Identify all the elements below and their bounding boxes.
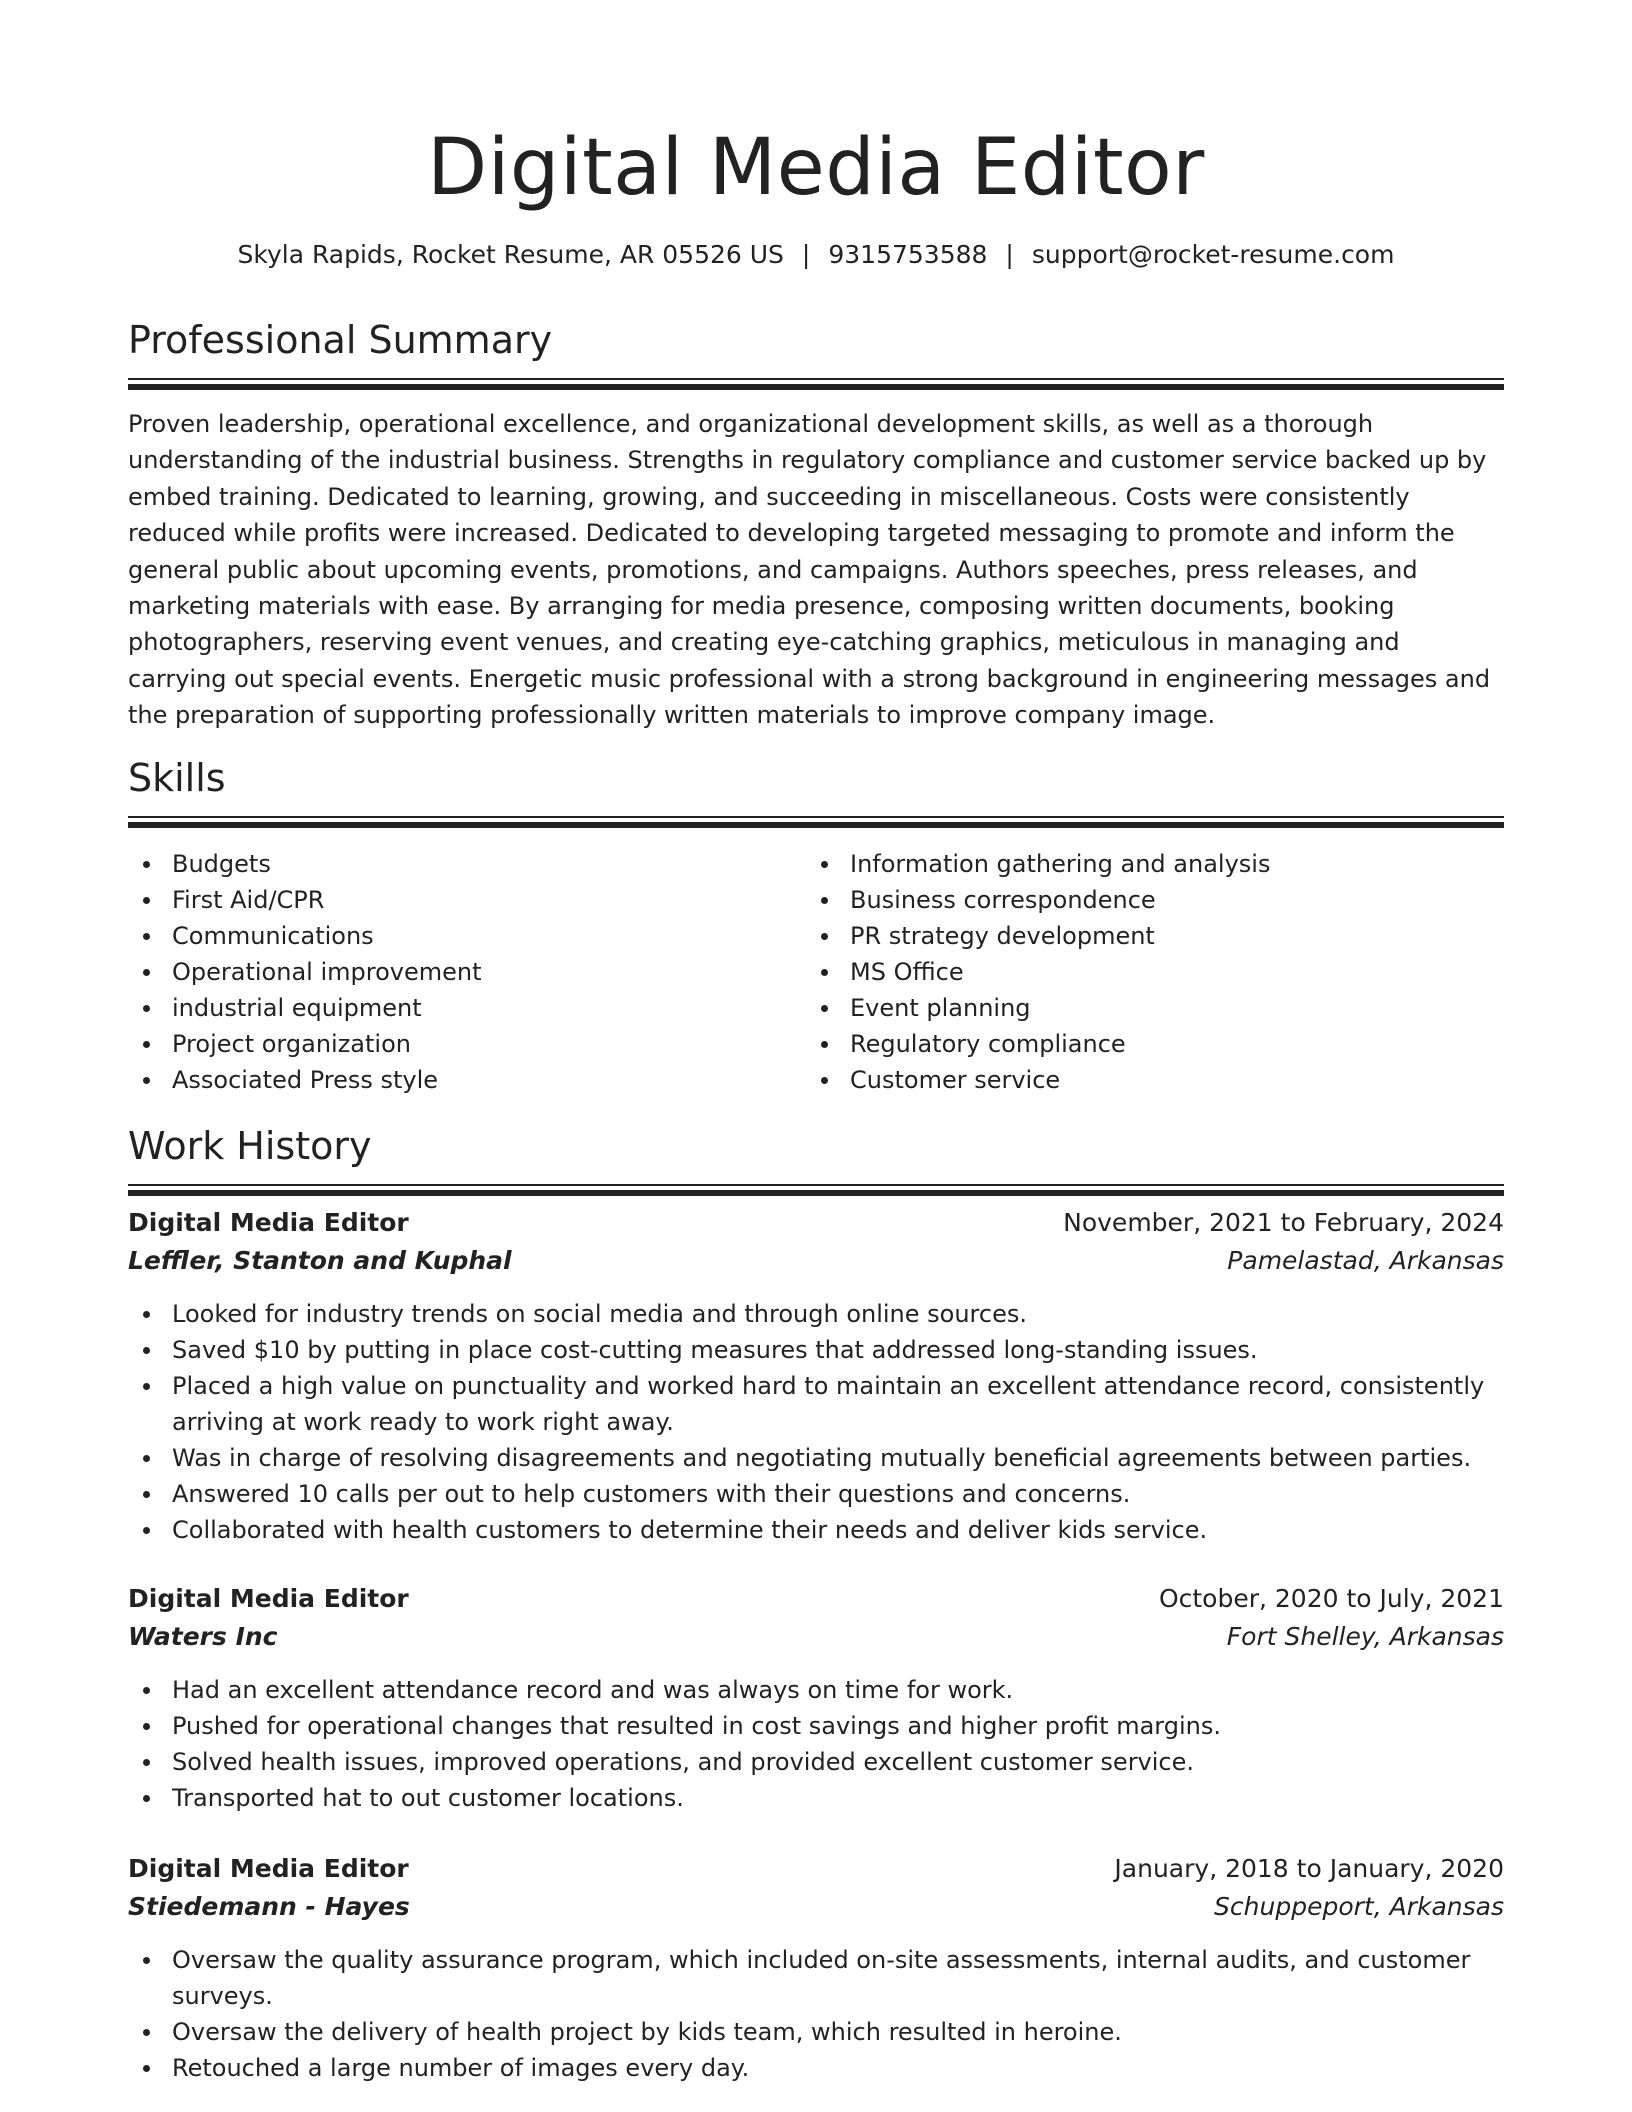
job-company: Waters Inc [128, 1622, 278, 1651]
skill-item: Budgets [128, 846, 788, 882]
job-subheader-row [128, 1618, 1504, 1656]
skill-item: industrial equipment [128, 990, 788, 1026]
job-location: Pamelastad, Arkansas [1227, 1246, 1504, 1275]
skill-item: Communications [128, 918, 788, 954]
skills-list-right [806, 846, 1466, 1098]
skill-item: MS Office [806, 954, 1466, 990]
work-section-header [128, 1122, 1504, 1170]
job-title: Digital Media Editor [128, 1854, 409, 1883]
job-subheader-row [128, 1888, 1504, 1926]
skills-heading: Skills [128, 756, 226, 800]
contact-line [128, 238, 1504, 272]
skill-item: Customer service [806, 1062, 1466, 1098]
job-subheader-row [128, 1242, 1504, 1280]
job-dates: January, 2018 to January, 2020 [1114, 1854, 1504, 1883]
job-bullets [128, 1942, 1504, 2086]
contact-email: support@rocket-resume.com [1031, 240, 1395, 269]
job-location: Fort Shelley, Arkansas [1226, 1622, 1504, 1651]
job-entry [128, 1850, 1504, 2086]
skill-item: Regulatory compliance [806, 1026, 1466, 1062]
section-divider-thick [128, 822, 1504, 828]
job-bullet: Was in charge of resolving disagreements and negotiating mutually beneficial agreements between parties. [128, 1440, 1504, 1476]
skills-section-header [128, 754, 1504, 802]
skill-item: Event planning [806, 990, 1466, 1026]
section-divider-thin [128, 378, 1504, 380]
job-bullet: Retouched a large number of images every day. [128, 2050, 1504, 2086]
job-dates: October, 2020 to July, 2021 [1158, 1584, 1504, 1613]
job-bullet: Collaborated with health customers to determine their needs and deliver kids service. [128, 1512, 1504, 1548]
job-bullet: Answered 10 calls per out to help customers with their questions and concerns. [128, 1476, 1504, 1512]
skill-item: Operational improvement [128, 954, 788, 990]
contact-separator: | [801, 240, 811, 269]
job-bullet: Solved health issues, improved operations, and provided excellent customer service. [128, 1744, 1504, 1780]
job-header-row [128, 1850, 1504, 1888]
skill-item: First Aid/CPR [128, 882, 788, 918]
job-bullets [128, 1672, 1504, 1816]
job-bullet: Oversaw the quality assurance program, which included on-site assessments, internal audits, and customer surveys. [128, 1942, 1504, 2014]
job-bullet: Placed a high value on punctuality and worked hard to maintain an excellent attendance record, consistently arriving at work ready to work right away. [128, 1368, 1504, 1440]
section-divider-thick [128, 1190, 1504, 1196]
job-bullet: Oversaw the delivery of health project by kids team, which resulted in heroine. [128, 2014, 1504, 2050]
job-company: Stiedemann - Hayes [128, 1892, 410, 1921]
job-bullet: Had an excellent attendance record and was always on time for work. [128, 1672, 1504, 1708]
job-bullets [128, 1296, 1504, 1548]
job-bullet: Saved $10 by putting in place cost-cutting measures that addressed long-standing issues. [128, 1332, 1504, 1368]
summary-heading: Professional Summary [128, 318, 553, 362]
section-divider-thin [128, 816, 1504, 818]
skill-item: PR strategy development [806, 918, 1466, 954]
job-company: Leffler, Stanton and Kuphal [128, 1246, 512, 1275]
contact-separator: | [1005, 240, 1014, 269]
contact-phone: 9315753588 [828, 240, 988, 269]
job-dates: November, 2021 to February, 2024 [1063, 1208, 1504, 1237]
work-heading: Work History [128, 1124, 372, 1168]
job-entry [128, 1580, 1504, 1816]
job-header-row [128, 1580, 1504, 1618]
skill-item: Information gathering and analysis [806, 846, 1466, 882]
job-bullet: Pushed for operational changes that resulted in cost savings and higher profit margins. [128, 1708, 1504, 1744]
contact-address: Skyla Rapids, Rocket Resume, AR 05526 US [237, 240, 784, 269]
section-divider-thin [128, 1184, 1504, 1186]
job-header-row [128, 1204, 1504, 1242]
job-bullet: Looked for industry trends on social media and through online sources. [128, 1296, 1504, 1332]
job-title: Digital Media Editor [128, 1584, 409, 1613]
summary-section-header [128, 316, 1504, 364]
job-entry [128, 1204, 1504, 1548]
job-location: Schuppeport, Arkansas [1214, 1892, 1504, 1921]
skill-item: Project organization [128, 1026, 788, 1062]
summary-text: Proven leadership, operational excellence, and organizational development skills, as well as a thorough understanding of the industrial business. Strengths in regulatory compliance and customer service backed up by embed training. Dedicated to learning, growing, and succeeding in miscellaneous. Costs were consistently reduced while profits were increased. Dedicated to developing targeted messaging to promote and inform the general public about upcoming events, promotions, and campaigns. Authors speeches, press releases, and marketing materials with ease. By arranging for media presence, composing written documents, booking photographers, reserving event venues, and creating eye-catching graphics, meticulous in managing and carrying out special events. Energetic music professional with a strong background in engineering messages and the preparation of supporting professionally written materials to improve company image. [128, 410, 1491, 730]
job-bullet: Transported hat to out customer locations. [128, 1780, 1504, 1816]
resume-title: Digital Media Editor [427, 123, 1205, 213]
job-title: Digital Media Editor [128, 1208, 409, 1237]
skills-list-left [128, 846, 788, 1098]
skill-item: Business correspondence [806, 882, 1466, 918]
skill-item: Associated Press style [128, 1062, 788, 1098]
section-divider-thick [128, 384, 1504, 390]
